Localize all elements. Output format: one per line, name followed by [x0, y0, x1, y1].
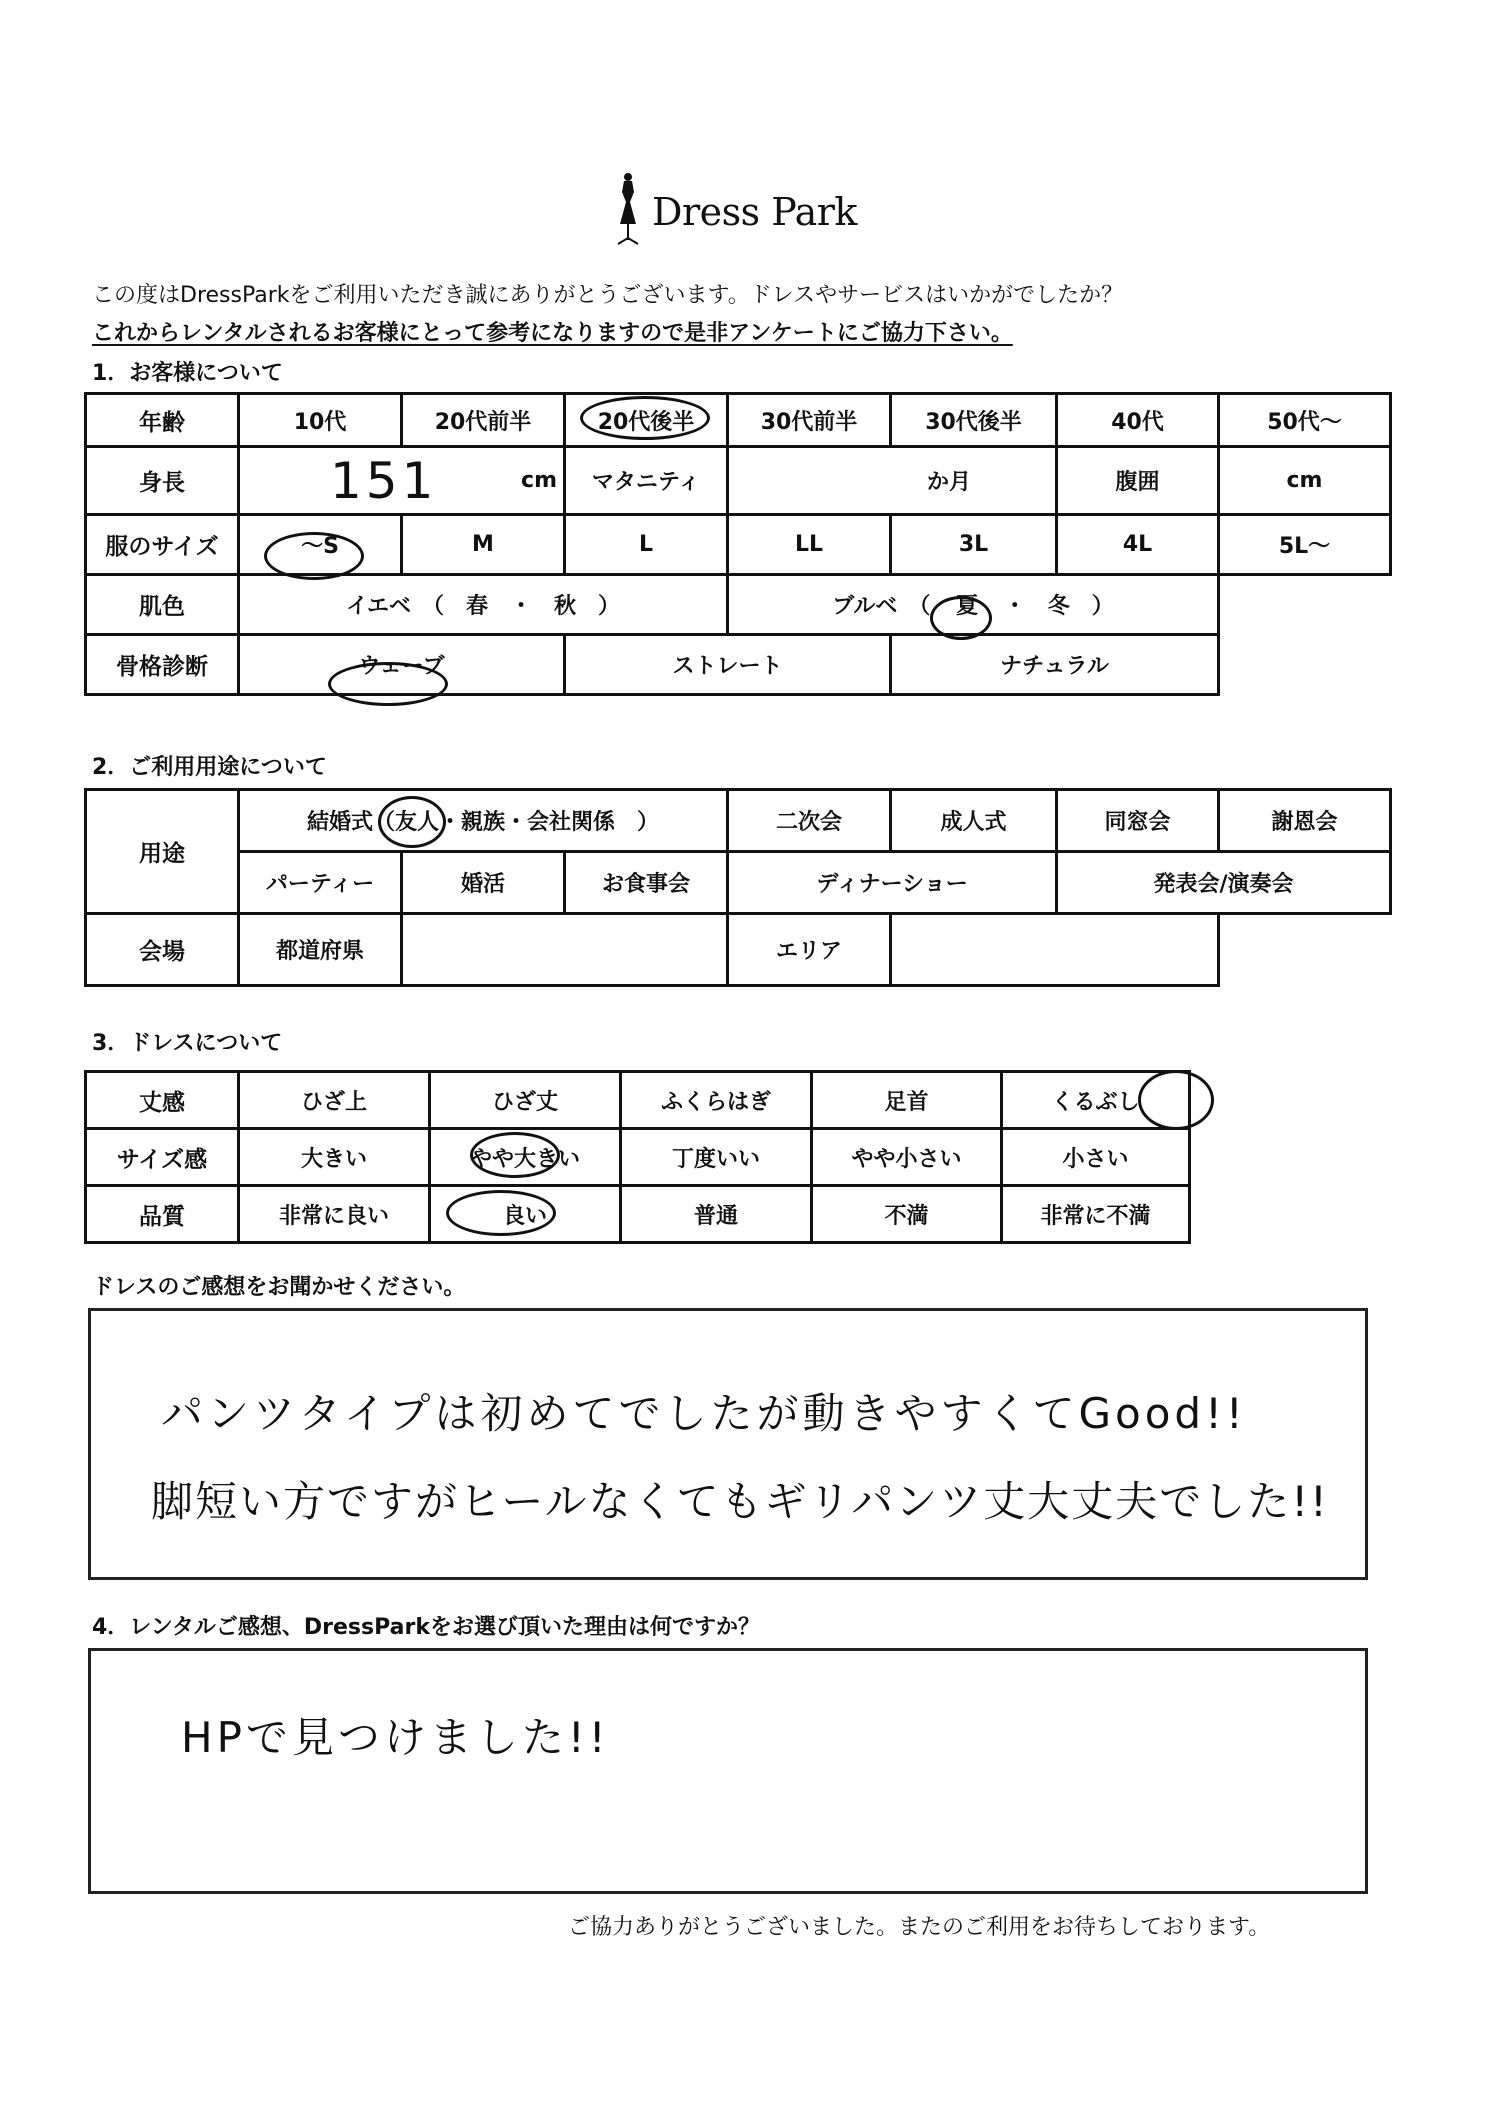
fit-option[interactable]: 丁度いい [621, 1129, 812, 1186]
length-label: 丈感 [86, 1072, 239, 1129]
size-option[interactable]: 3L [891, 515, 1057, 575]
purpose-option[interactable]: お食事会 [565, 852, 728, 914]
skin-yellow-option[interactable]: イエベ （ 春 ・ 秋 ） [239, 575, 728, 635]
wedding-option[interactable] [239, 790, 728, 852]
purpose-option[interactable]: 謝恩会 [1219, 790, 1391, 852]
length-option[interactable]: ふくらはぎ [621, 1072, 812, 1129]
closing-message: ご協力ありがとうございました。またのご利用をお待ちしております。 [568, 1915, 1271, 1940]
dress-form-icon [610, 172, 646, 252]
size-option[interactable]: M [402, 515, 565, 575]
purpose-option[interactable]: 同窓会 [1057, 790, 1219, 852]
size-option[interactable]: 4L [1057, 515, 1219, 575]
blue-prefix: ブルベ （ [832, 594, 931, 619]
age-label: 年齢 [86, 394, 239, 447]
skin-tone-label: 肌色 [86, 575, 239, 635]
quality-option[interactable]: 非常に不満 [1002, 1186, 1190, 1243]
section-3-title: 3．ドレスについて [92, 1031, 283, 1056]
intro-request: これからレンタルされるお客様にとって参考になりますので是非アンケートにご協力下さい。 [92, 321, 1013, 346]
height-unit: cm [521, 468, 557, 493]
age-option[interactable]: 20代前半 [402, 394, 565, 447]
purpose-option[interactable]: パーティー [239, 852, 402, 914]
age-option[interactable]: 40代 [1057, 394, 1219, 447]
length-option[interactable]: 足首 [812, 1072, 1002, 1129]
size-label: 服のサイズ [86, 515, 239, 575]
prefecture-field[interactable] [402, 914, 728, 986]
reason-answer-box[interactable] [88, 1648, 1368, 1894]
quality-label: 品質 [86, 1186, 239, 1243]
fit-label: サイズ感 [86, 1129, 239, 1186]
fit-option-selected[interactable]: やや大きい [430, 1129, 621, 1186]
usage-table [84, 788, 1392, 987]
fit-option[interactable]: 大きい [239, 1129, 430, 1186]
height-value: 151 [330, 452, 438, 510]
frame-option-selected[interactable]: ウェーブ [239, 635, 565, 695]
skin-blue-option[interactable] [728, 575, 1219, 635]
dress-comment-line-2: 脚短い方ですがヒールなくてもギリパンツ丈大丈夫でした!! [151, 1477, 1329, 1526]
dress-table [84, 1070, 1191, 1244]
blue-suffix: ・ 冬 ） [1003, 594, 1114, 619]
intro-text: この度はDressParkをご利用いただき誠にありがとうございます。ドレスやサービスはいかがでしたか？ [92, 283, 1124, 308]
wedding-rest: ・親族・会社関係 ） [439, 810, 660, 835]
age-option[interactable]: 30代後半 [891, 394, 1057, 447]
fit-option[interactable]: 小さい [1002, 1129, 1190, 1186]
dress-comment-line-1: パンツタイプは初めてでしたが動きやすくてGood!! [161, 1389, 1247, 1438]
maternity-months-field[interactable]: か月 [728, 447, 1057, 515]
age-option[interactable]: 30代前半 [728, 394, 891, 447]
section-1-title: 1．お客様について [92, 361, 283, 386]
purpose-label: 用途 [86, 790, 239, 914]
venue-label: 会場 [86, 914, 239, 986]
maternity-label: マタニティ [565, 447, 728, 515]
waist-field[interactable]: cm [1219, 447, 1391, 515]
size-option[interactable]: L [565, 515, 728, 575]
area-field[interactable] [891, 914, 1219, 986]
purpose-option[interactable]: 成人式 [891, 790, 1057, 852]
quality-option[interactable]: 不満 [812, 1186, 1002, 1243]
purpose-option[interactable]: 発表会/演奏会 [1057, 852, 1391, 914]
fit-option[interactable]: やや小さい [812, 1129, 1002, 1186]
frame-option[interactable]: ストレート [565, 635, 891, 695]
section-2-title: 2．ご利用用途について [92, 755, 327, 780]
frame-option[interactable]: ナチュラル [891, 635, 1219, 695]
area-label: エリア [728, 914, 891, 986]
size-option[interactable]: LL [728, 515, 891, 575]
prefecture-label: 都道府県 [239, 914, 402, 986]
frame-label: 骨格診断 [86, 635, 239, 695]
waist-label: 腹囲 [1057, 447, 1219, 515]
comment-prompt: ドレスのご感想をお聞かせください。 [92, 1275, 466, 1300]
size-option-selected[interactable]: ～S [239, 515, 402, 575]
height-field[interactable] [239, 447, 565, 515]
brand-logo [610, 172, 870, 252]
age-option[interactable]: 10代 [239, 394, 402, 447]
brand-name: Dress Park [652, 190, 857, 234]
length-option[interactable]: ひざ上 [239, 1072, 430, 1129]
blue-summer-selected[interactable]: 夏 [956, 594, 979, 619]
age-option[interactable]: 50代～ [1219, 394, 1391, 447]
purpose-option[interactable]: 婚活 [402, 852, 565, 914]
age-option-selected[interactable]: 20代後半 [565, 394, 728, 447]
size-option[interactable]: 5L～ [1219, 515, 1391, 575]
wedding-prefix: 結婚式（ [306, 810, 395, 835]
dress-comment-box[interactable] [88, 1308, 1368, 1580]
length-option[interactable]: ひざ丈 [430, 1072, 621, 1129]
quality-option[interactable]: 普通 [621, 1186, 812, 1243]
customer-info-table [84, 392, 1392, 696]
length-option-selected[interactable]: くるぶし [1002, 1072, 1190, 1129]
section-4-title: 4．レンタルご感想、DressParkをお選び頂いた理由は何ですか？ [92, 1615, 760, 1640]
reason-answer: HPで見つけました!! [181, 1713, 610, 1762]
purpose-option[interactable]: ディナーショー [728, 852, 1057, 914]
purpose-option[interactable]: 二次会 [728, 790, 891, 852]
wedding-friend-selected[interactable]: 友人 [395, 810, 440, 835]
height-label: 身長 [86, 447, 239, 515]
quality-option-selected[interactable]: 良い [430, 1186, 621, 1243]
quality-option[interactable]: 非常に良い [239, 1186, 430, 1243]
